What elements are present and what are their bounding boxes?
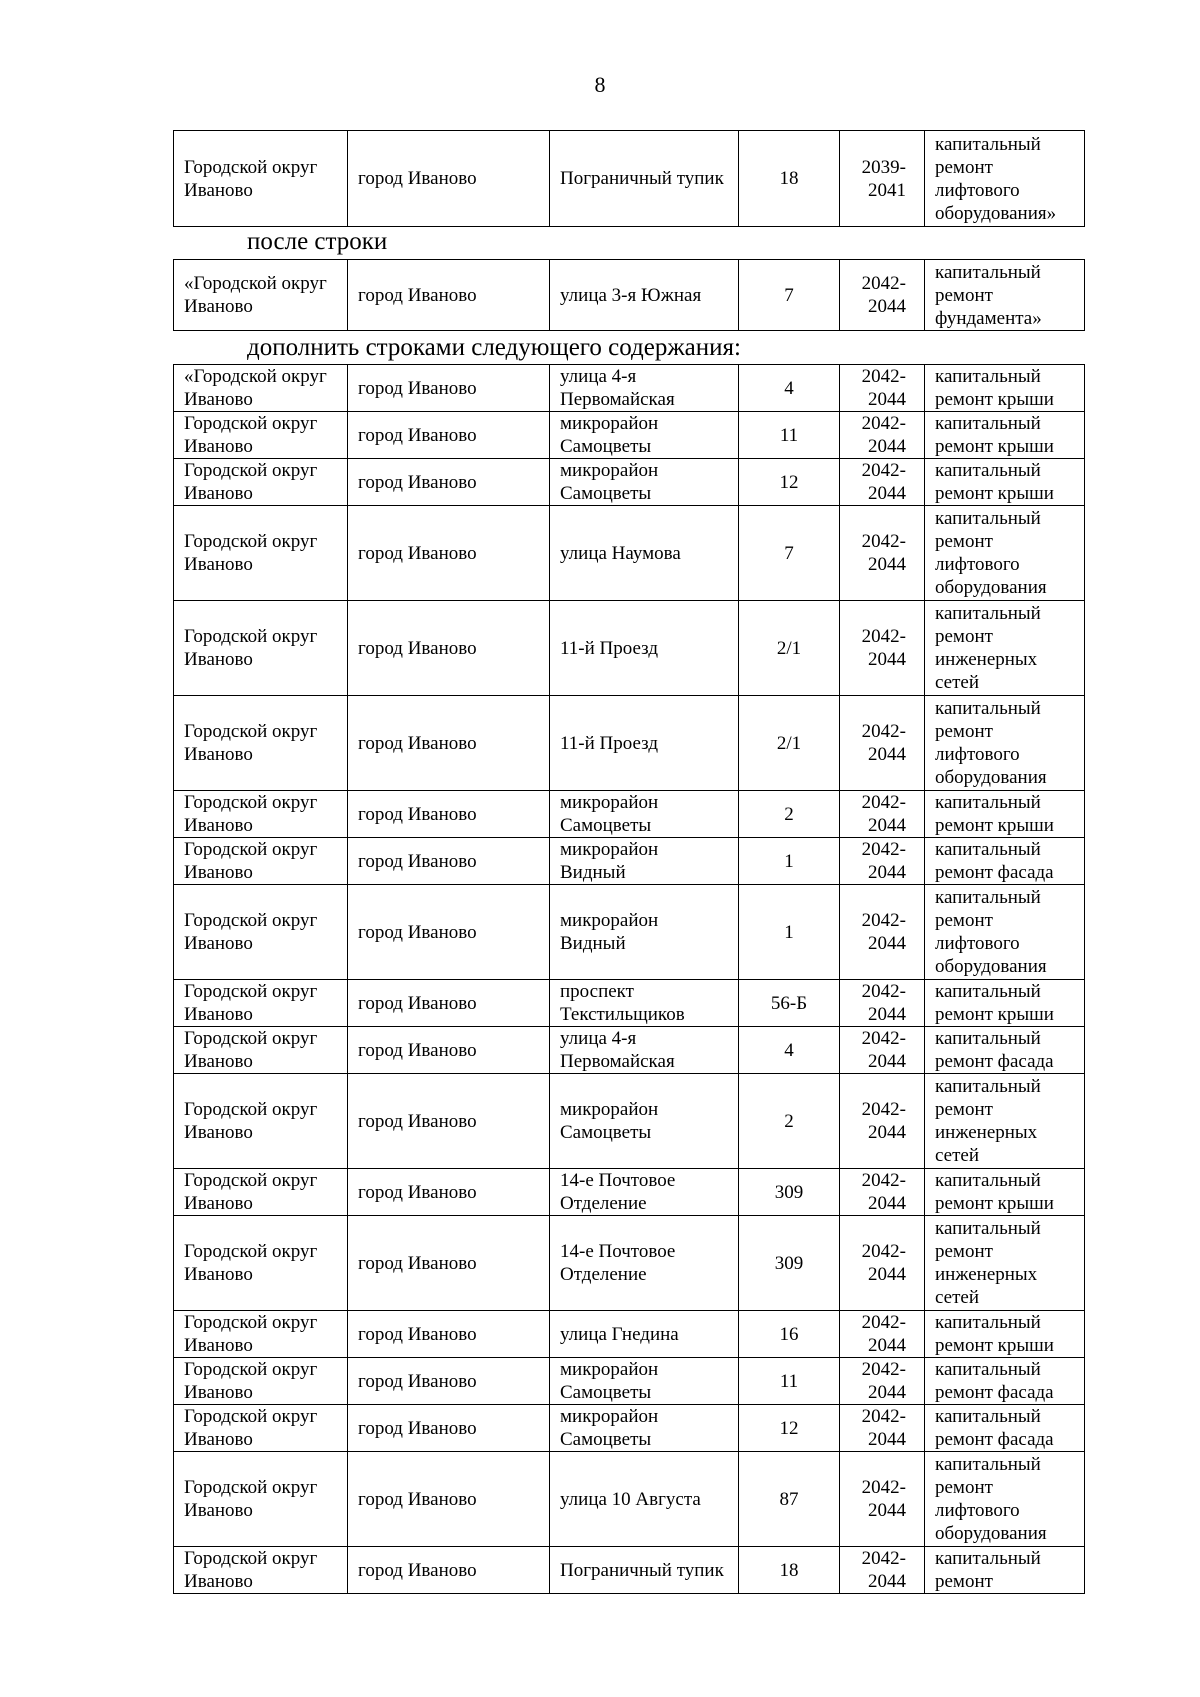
cell-house: 7 (739, 506, 840, 601)
cell-work: капитальный ремонт (925, 1547, 1085, 1594)
page-number: 8 (594, 72, 606, 97)
table-row (174, 696, 1085, 791)
cell-district: Городской округ Иваново (174, 1358, 348, 1405)
cell-work: капитальный ремонт фасада (925, 1027, 1085, 1074)
cell-work: капитальный ремонт фундамента» (925, 260, 1085, 331)
cell-period: 2042-2044 (840, 1547, 925, 1594)
cell-work: капитальный ремонт лифтового оборудования (925, 696, 1085, 791)
cell-street: 11-й Проезд (550, 601, 739, 696)
cell-street: микрорайон Самоцветы (550, 1074, 739, 1169)
cell-city: город Иваново (348, 1216, 550, 1311)
table-row (174, 1452, 1085, 1547)
table-row (174, 506, 1085, 601)
cell-district: Городской округ Иваново (174, 1547, 348, 1594)
cell-work: капитальный ремонт крыши (925, 980, 1085, 1027)
cell-street: микрорайон Видный (550, 838, 739, 885)
cell-period: 2042-2044 (840, 1074, 925, 1169)
cell-work: капитальный ремонт крыши (925, 791, 1085, 838)
cell-district: Городской округ Иваново (174, 980, 348, 1027)
cell-city: город Иваново (348, 1311, 550, 1358)
cell-work: капитальный ремонт инженерных сетей (925, 1074, 1085, 1169)
table-row (174, 1027, 1085, 1074)
cell-period: 2042-2044 (840, 885, 925, 980)
cell-district: Городской округ Иваново (174, 412, 348, 459)
cell-work: капитальный ремонт фасада (925, 838, 1085, 885)
cell-work: капитальный ремонт инженерных сетей (925, 601, 1085, 696)
table-row (174, 1169, 1085, 1216)
cell-period: 2042-2044 (840, 459, 925, 506)
cell-period: 2042-2044 (840, 506, 925, 601)
cell-house: 18 (739, 1547, 840, 1594)
cell-street: улица Гнедина (550, 1311, 739, 1358)
cell-period: 2042-2044 (840, 1358, 925, 1405)
cell-period: 2042-2044 (840, 601, 925, 696)
table-row (174, 459, 1085, 506)
cell-city: город Иваново (348, 260, 550, 331)
table-top (173, 130, 1085, 227)
cell-house: 2 (739, 1074, 840, 1169)
cell-district: Городской округ Иваново (174, 459, 348, 506)
cell-house: 87 (739, 1452, 840, 1547)
cell-period: 2042-2044 (840, 980, 925, 1027)
cell-city: город Иваново (348, 885, 550, 980)
cell-city: город Иваново (348, 791, 550, 838)
cell-house: 4 (739, 365, 840, 412)
cell-period: 2042-2044 (840, 1216, 925, 1311)
table-row (174, 1216, 1085, 1311)
cell-street: Пограничный тупик (550, 131, 739, 227)
table-row (174, 131, 1085, 227)
cell-district: Городской округ Иваново (174, 131, 348, 227)
cell-period: 2042-2044 (840, 1027, 925, 1074)
cell-street: микрорайон Самоцветы (550, 412, 739, 459)
cell-street: микрорайон Самоцветы (550, 791, 739, 838)
cell-street: микрорайон Самоцветы (550, 1358, 739, 1405)
table-row (174, 260, 1085, 331)
table-row (174, 885, 1085, 980)
cell-district: Городской округ Иваново (174, 838, 348, 885)
cell-period: 2042-2044 (840, 696, 925, 791)
cell-period: 2042-2044 (840, 260, 925, 331)
cell-district: Городской округ Иваново (174, 1405, 348, 1452)
table-reference-row (173, 259, 1085, 331)
cell-work: капитальный ремонт лифтового оборудования (925, 885, 1085, 980)
cell-period: 2042-2044 (840, 412, 925, 459)
cell-district: Городской округ Иваново (174, 601, 348, 696)
cell-city: город Иваново (348, 412, 550, 459)
cell-district: Городской округ Иваново (174, 1311, 348, 1358)
cell-work: капитальный ремонт крыши (925, 1311, 1085, 1358)
cell-work: капитальный ремонт лифтового оборудования» (925, 131, 1085, 227)
cell-period: 2042-2044 (840, 838, 925, 885)
cell-city: город Иваново (348, 1074, 550, 1169)
cell-work: капитальный ремонт крыши (925, 459, 1085, 506)
cell-street: улица 10 Августа (550, 1452, 739, 1547)
cell-street: микрорайон Самоцветы (550, 459, 739, 506)
table-row (174, 1405, 1085, 1452)
cell-work: капитальный ремонт инженерных сетей (925, 1216, 1085, 1311)
cell-house: 4 (739, 1027, 840, 1074)
cell-district: Городской округ Иваново (174, 506, 348, 601)
cell-street: проспект Текстильщиков (550, 980, 739, 1027)
cell-work: капитальный ремонт крыши (925, 1169, 1085, 1216)
cell-house: 309 (739, 1216, 840, 1311)
cell-street: улица 4-я Первомайская (550, 1027, 739, 1074)
cell-street: 14-е Почтовое Отделение (550, 1169, 739, 1216)
caption-after-row: после строки (247, 228, 388, 255)
cell-street: 14-е Почтовое Отделение (550, 1216, 739, 1311)
cell-city: город Иваново (348, 1358, 550, 1405)
cell-city: город Иваново (348, 459, 550, 506)
cell-city: город Иваново (348, 980, 550, 1027)
cell-house: 2/1 (739, 601, 840, 696)
cell-period: 2042-2044 (840, 1452, 925, 1547)
cell-period: 2042-2044 (840, 1169, 925, 1216)
cell-period: 2042-2044 (840, 365, 925, 412)
cell-city: город Иваново (348, 1169, 550, 1216)
cell-city: город Иваново (348, 1452, 550, 1547)
cell-street: микрорайон Видный (550, 885, 739, 980)
table-row (174, 838, 1085, 885)
cell-house: 18 (739, 131, 840, 227)
cell-street: Пограничный тупик (550, 1547, 739, 1594)
cell-city: город Иваново (348, 1027, 550, 1074)
cell-work: капитальный ремонт лифтового оборудования (925, 1452, 1085, 1547)
cell-district: Городской округ Иваново (174, 885, 348, 980)
cell-city: город Иваново (348, 131, 550, 227)
cell-city: город Иваново (348, 1405, 550, 1452)
cell-house: 16 (739, 1311, 840, 1358)
cell-street: 11-й Проезд (550, 696, 739, 791)
cell-work: капитальный ремонт крыши (925, 365, 1085, 412)
cell-street: улица 3-я Южная (550, 260, 739, 331)
cell-district: «Городской округ Иваново (174, 365, 348, 412)
cell-house: 2/1 (739, 696, 840, 791)
cell-period: 2039-2041 (840, 131, 925, 227)
cell-city: город Иваново (348, 365, 550, 412)
cell-city: город Иваново (348, 838, 550, 885)
cell-house: 1 (739, 885, 840, 980)
cell-district: Городской округ Иваново (174, 791, 348, 838)
table-row (174, 980, 1085, 1027)
cell-district: Городской округ Иваново (174, 696, 348, 791)
cell-house: 1 (739, 838, 840, 885)
cell-house: 12 (739, 459, 840, 506)
cell-house: 2 (739, 791, 840, 838)
cell-work: капитальный ремонт фасада (925, 1358, 1085, 1405)
cell-street: улица Наумова (550, 506, 739, 601)
table-row (174, 1358, 1085, 1405)
cell-house: 56-Б (739, 980, 840, 1027)
cell-house: 11 (739, 412, 840, 459)
table-new-rows (173, 364, 1085, 1594)
caption-add-rows: дополнить строками следующего содержания: (247, 334, 741, 361)
cell-city: город Иваново (348, 696, 550, 791)
table-row (174, 365, 1085, 412)
cell-city: город Иваново (348, 1547, 550, 1594)
cell-house: 11 (739, 1358, 840, 1405)
cell-district: Городской округ Иваново (174, 1452, 348, 1547)
cell-work: капитальный ремонт лифтового оборудования (925, 506, 1085, 601)
cell-work: капитальный ремонт фасада (925, 1405, 1085, 1452)
cell-city: город Иваново (348, 506, 550, 601)
cell-house: 12 (739, 1405, 840, 1452)
cell-work: капитальный ремонт крыши (925, 412, 1085, 459)
cell-district: Городской округ Иваново (174, 1216, 348, 1311)
cell-district: Городской округ Иваново (174, 1074, 348, 1169)
cell-city: город Иваново (348, 601, 550, 696)
table-row (174, 791, 1085, 838)
table-row (174, 601, 1085, 696)
cell-street: улица 4-я Первомайская (550, 365, 739, 412)
cell-district: Городской округ Иваново (174, 1027, 348, 1074)
table-row (174, 1311, 1085, 1358)
cell-period: 2042-2044 (840, 1311, 925, 1358)
cell-district: «Городской округ Иваново (174, 260, 348, 331)
cell-house: 309 (739, 1169, 840, 1216)
cell-house: 7 (739, 260, 840, 331)
cell-street: микрорайон Самоцветы (550, 1405, 739, 1452)
cell-period: 2042-2044 (840, 1405, 925, 1452)
table-row (174, 412, 1085, 459)
table-row (174, 1547, 1085, 1594)
cell-period: 2042-2044 (840, 791, 925, 838)
cell-district: Городской округ Иваново (174, 1169, 348, 1216)
table-row (174, 1074, 1085, 1169)
